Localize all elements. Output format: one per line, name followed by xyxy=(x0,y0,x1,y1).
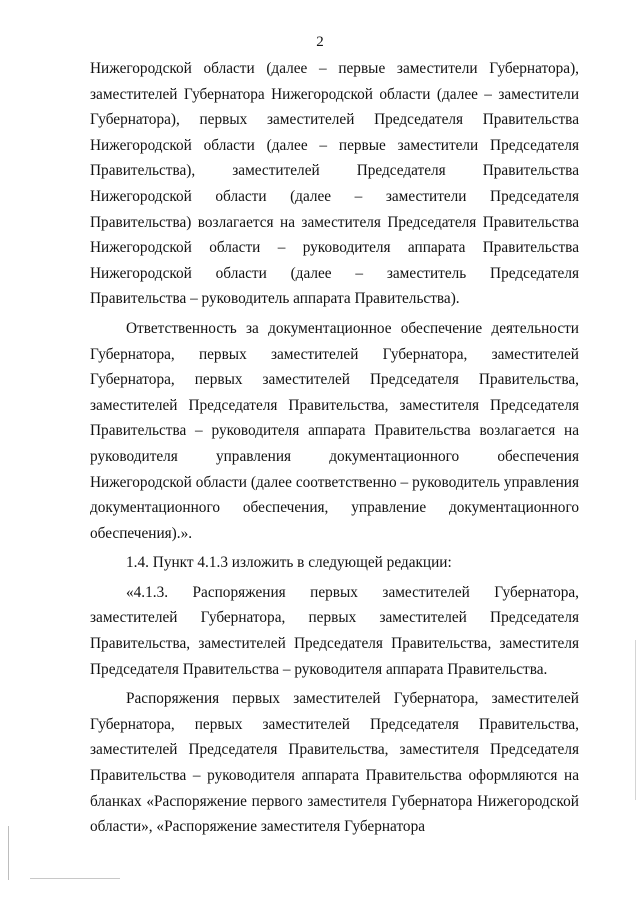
scan-artifact-left xyxy=(8,826,9,880)
paragraph-item-1-4: 1.4. Пункт 4.1.3 изложить в следующей редакции: xyxy=(126,554,452,572)
page-number: 2 xyxy=(316,34,324,50)
paragraph-responsibility: Ответственность за документационное обеспечение деятельности Губернатора, первых заместителей Губернатора, заместителей Губернатора, первых заместителей Председателя Правительства, заместителей Председателя Правительства, заместителя Председателя Правительства – руководителя аппарата Правительства возлагается на руководителя управления документационного обеспечения Нижегородской области (далее соответственно – руководитель управления документационного обеспечения, управление документационного обеспечения).». xyxy=(90,319,579,542)
paragraph-clause-4-1-3: «4.1.3. Распоряжения первых заместителей Губернатора, заместителей Губернатора, первых заместителей Председателя Правительства, заместителей Председателя Правительства, заместителя Председателя Правительства – руководителя аппарата Правительства. xyxy=(90,583,579,678)
paragraph-orders-forms: Распоряжения первых заместителей Губернатора, заместителей Губернатора, первых заместителей Председателя Правительства, заместителей Председателя Правительства, заместителя Председателя Правительства – руководителя аппарата Правительства оформляются на бланках «Распоряжение первого заместителя Губернатора Нижегородской области», «Распоряжение заместителя Губернатора xyxy=(90,690,579,836)
scan-artifact-bottom xyxy=(30,878,120,879)
scan-artifact-right xyxy=(635,640,636,800)
paragraph-continuation: Нижегородской области (далее – первые заместители Губернатора), заместителей Губернатора Нижегородской области (далее – заместители Губернатора), первых заместителей Председателя Правительства Нижегородской области (далее – первые заместители Председателя Правительства), заместителей Председателя Правительства Нижегородской области (далее – заместители Председателя Правительства) возлагается на заместителя Председателя Правительства Нижегородской области – руководителя аппарата Правительства Нижегородской области (далее – заместитель Председателя Правительства – руководитель аппарата Правительства). xyxy=(90,60,579,308)
document-body xyxy=(90,56,579,840)
